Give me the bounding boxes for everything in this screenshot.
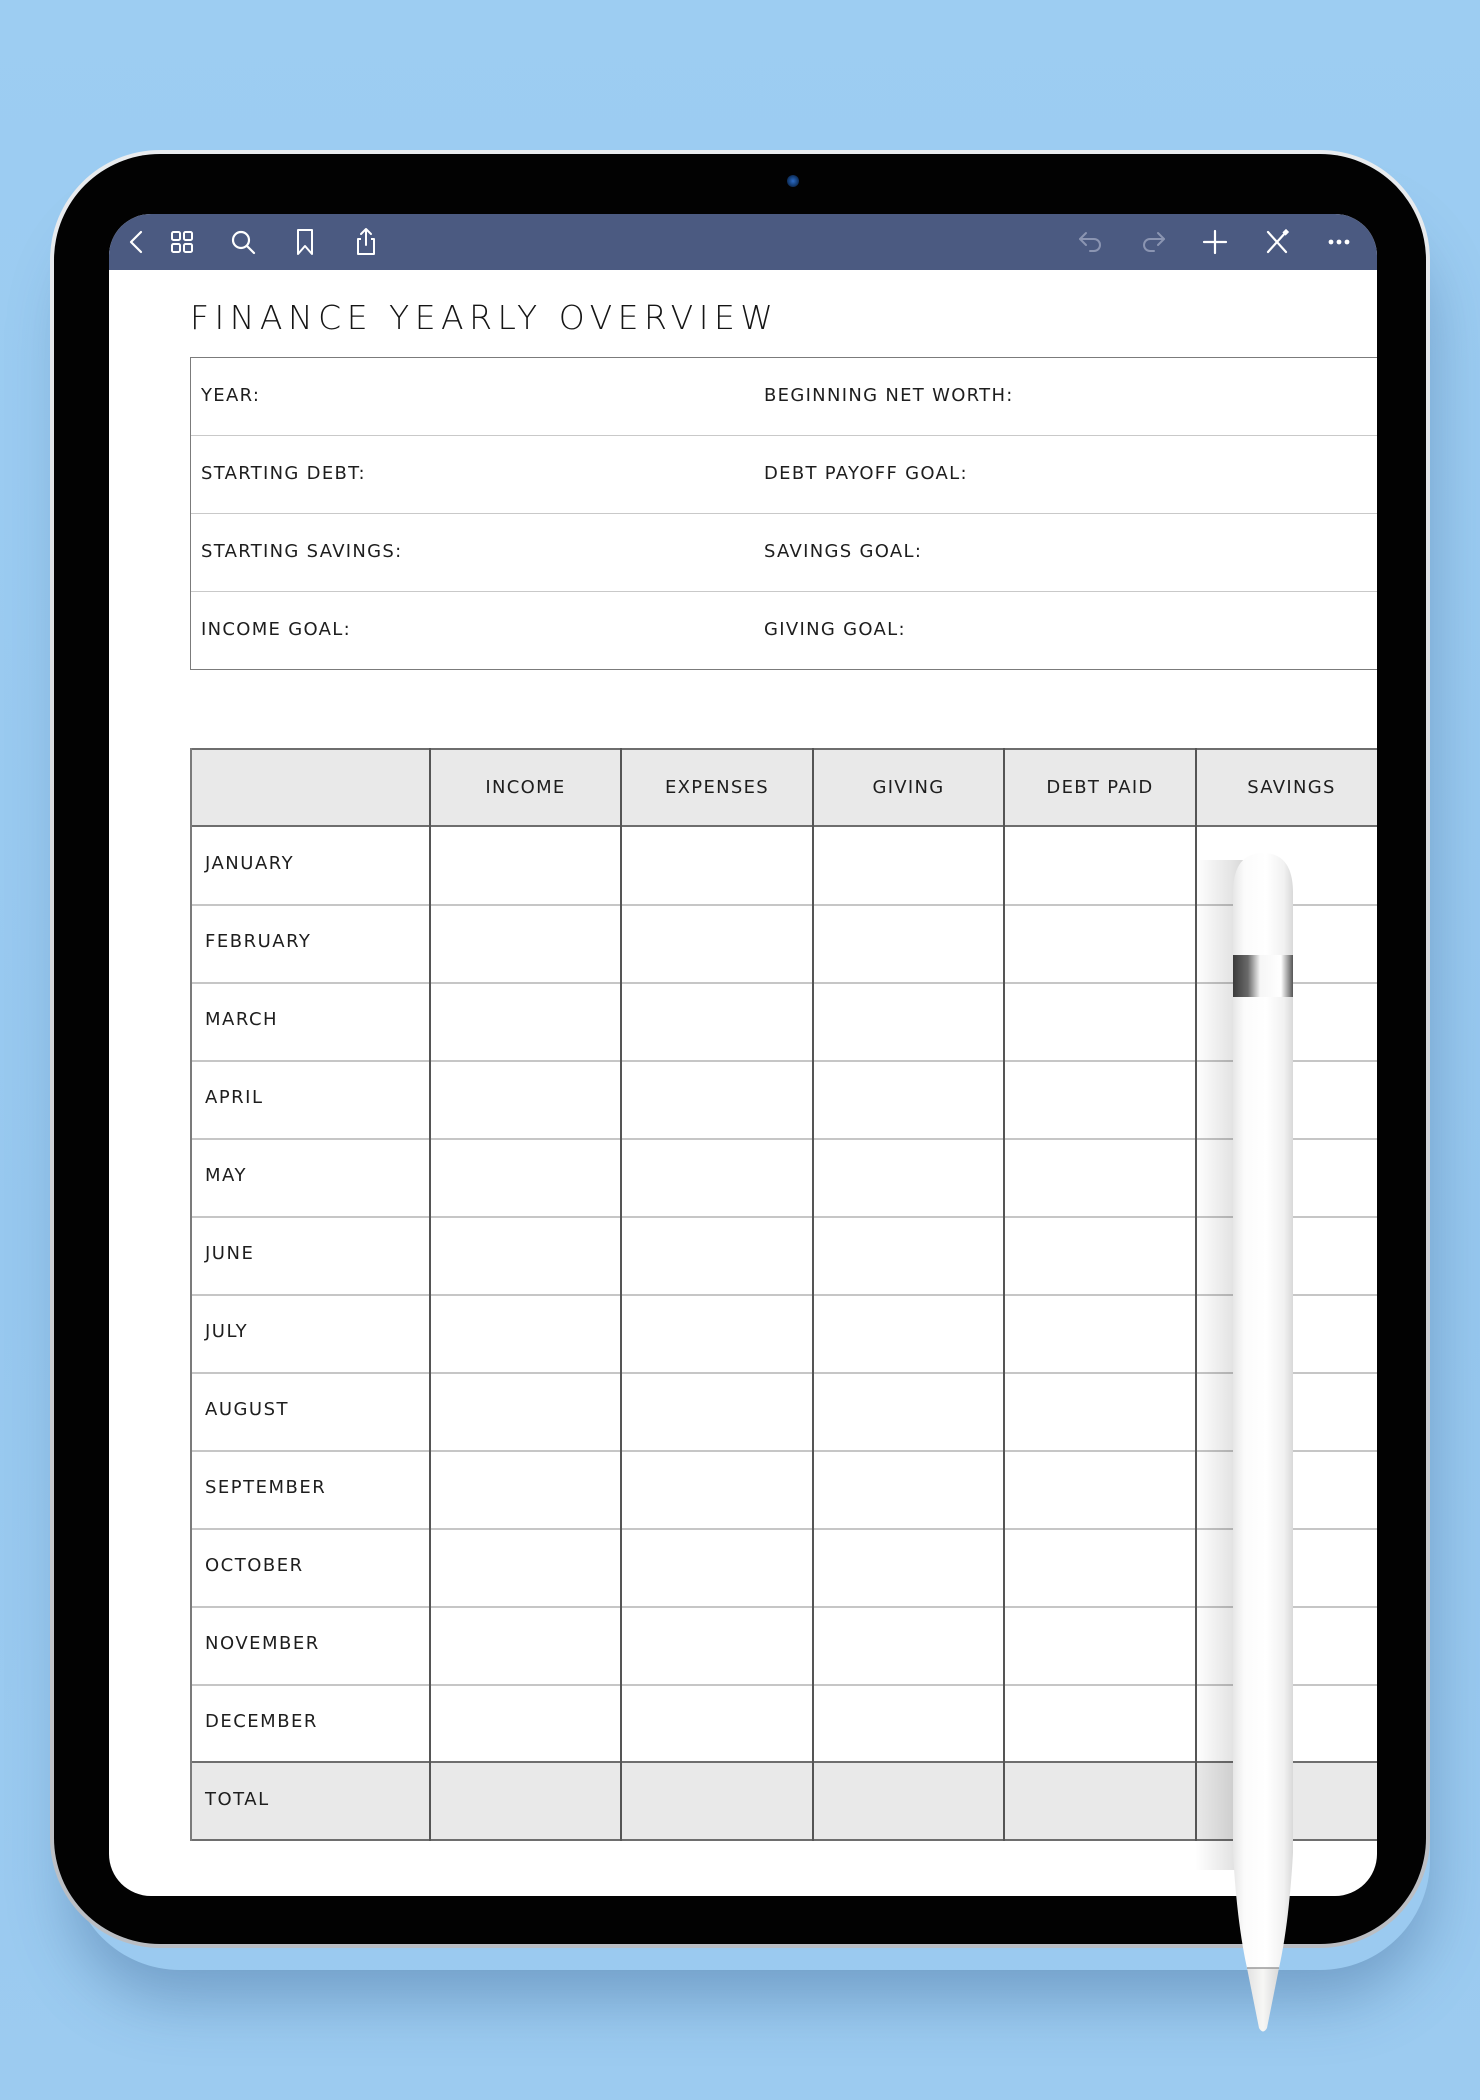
year-field[interactable]: YEAR: <box>201 385 261 406</box>
column-header-income: INCOME <box>485 776 566 798</box>
search-icon <box>227 226 259 258</box>
table-row-april: APRIL <box>205 1087 264 1108</box>
info-row <box>191 592 1377 670</box>
column-header-giving: GIVING <box>872 776 945 798</box>
column-header-savings: SAVINGS <box>1247 776 1336 798</box>
redo-icon <box>1137 226 1169 258</box>
more-icon <box>1323 226 1355 258</box>
share-icon <box>350 226 382 258</box>
undo-button[interactable] <box>1071 222 1111 262</box>
grid-line <box>620 748 622 1841</box>
table-row-february: FEBRUARY <box>205 931 312 952</box>
add-button[interactable] <box>1195 222 1235 262</box>
page-title: FINANCE YEARLY OVERVIEW <box>190 298 779 337</box>
stylus-pencil-icon <box>1233 853 1293 2033</box>
share-button[interactable] <box>346 222 386 262</box>
info-row <box>191 514 1377 592</box>
column-header-expenses: EXPENSES <box>664 776 770 798</box>
table-row-september: SEPTEMBER <box>205 1477 327 1498</box>
tools-button[interactable] <box>1257 222 1297 262</box>
back-icon <box>121 226 153 258</box>
table-row-july: JULY <box>205 1321 249 1342</box>
debt-payoff-goal-field[interactable]: DEBT PAYOFF GOAL: <box>764 463 968 484</box>
undo-icon <box>1075 226 1107 258</box>
info-row <box>191 436 1377 514</box>
table-row-october: OCTOBER <box>205 1555 304 1576</box>
table-row-may: MAY <box>205 1165 247 1186</box>
grid-line <box>190 748 1377 750</box>
more-button[interactable] <box>1319 222 1359 262</box>
thumbnails-button[interactable] <box>162 222 202 262</box>
back-button[interactable] <box>117 222 157 262</box>
table-row-total: TOTAL <box>205 1789 270 1810</box>
table-row-june: JUNE <box>205 1243 255 1264</box>
info-row <box>191 358 1377 436</box>
table-row-december: DECEMBER <box>205 1711 318 1732</box>
table-row-august: AUGUST <box>205 1399 290 1420</box>
grid-line <box>190 748 192 1841</box>
app-screen <box>109 214 1377 1896</box>
table-row-january: JANUARY <box>205 853 295 874</box>
pen-tools-icon <box>1261 226 1293 258</box>
search-button[interactable] <box>223 222 263 262</box>
grid-line <box>429 748 431 1841</box>
grid-line <box>190 825 1377 827</box>
bookmark-icon <box>289 226 321 258</box>
giving-goal-field[interactable]: GIVING GOAL: <box>764 619 906 640</box>
camera-icon <box>787 175 799 187</box>
starting-debt-field[interactable]: STARTING DEBT: <box>201 463 366 484</box>
table-row-march: MARCH <box>205 1009 279 1030</box>
savings-goal-field[interactable]: SAVINGS GOAL: <box>764 541 923 562</box>
info-table <box>190 357 1377 670</box>
grid-line <box>812 748 814 1841</box>
beginning-net-worth-field[interactable]: BEGINNING NET WORTH: <box>764 385 1014 406</box>
bookmark-button[interactable] <box>285 222 325 262</box>
column-header-debt-paid: DEBT PAID <box>1046 776 1154 798</box>
table-row-november: NOVEMBER <box>205 1633 320 1654</box>
add-page-icon <box>1199 226 1231 258</box>
toolbar <box>109 214 1377 270</box>
redo-button[interactable] <box>1133 222 1173 262</box>
starting-savings-field[interactable]: STARTING SAVINGS: <box>201 541 403 562</box>
grid-view-icon <box>166 226 198 258</box>
grid-line <box>1003 748 1005 1841</box>
income-goal-field[interactable]: INCOME GOAL: <box>201 619 351 640</box>
